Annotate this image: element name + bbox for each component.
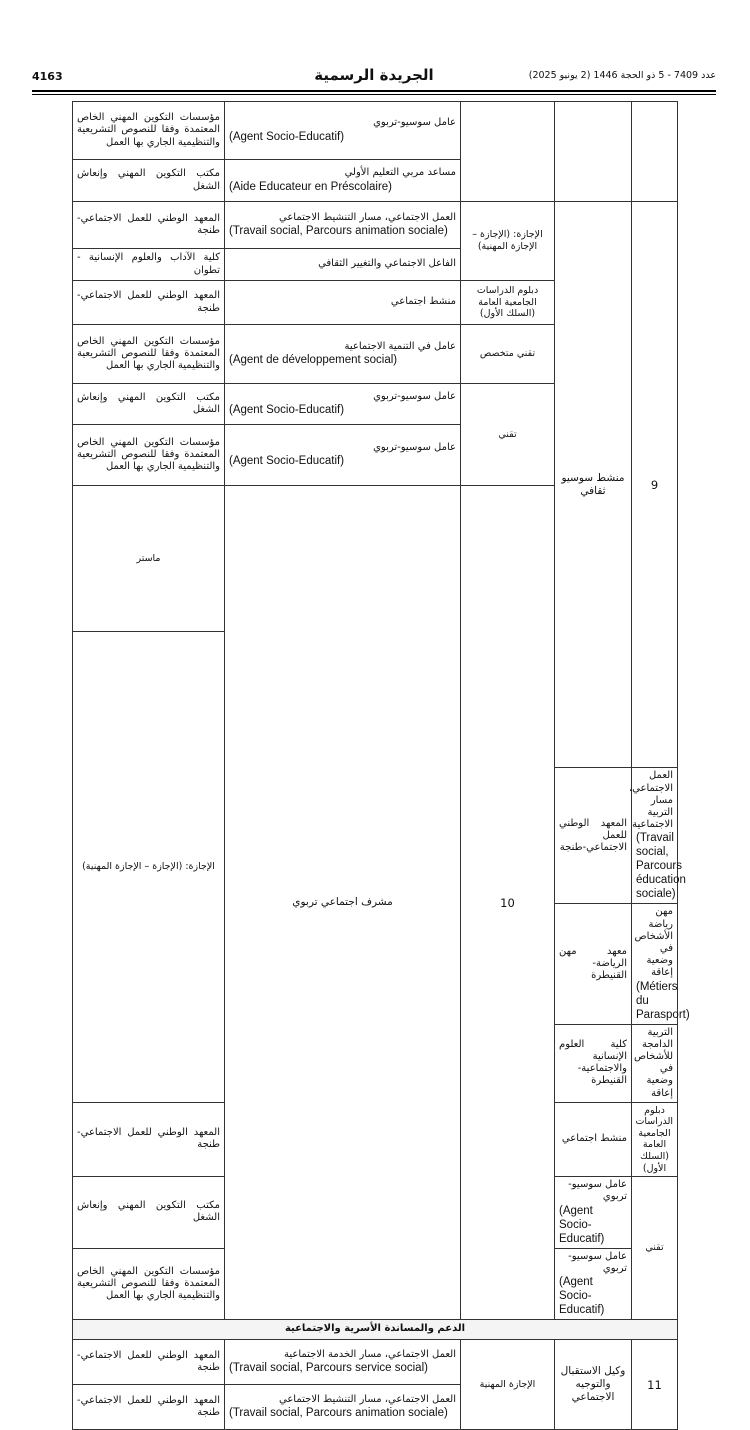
specialty-cell xyxy=(225,325,461,384)
diploma-cell: الإجازة المهنية xyxy=(461,1340,555,1430)
diploma-cell: دبلوم الدراسات الجامعية العامة (السلك الأول) xyxy=(632,1102,678,1176)
institution-cell: مؤسسات التكوين المهني الخاص المعتمدة وفقا للنصوص التشريعية والتنظيمية الجاري بها العمل xyxy=(73,425,225,486)
section-row xyxy=(73,1320,678,1340)
specialty-cell xyxy=(225,1340,461,1385)
institution-cell: المعهد الوطني للعمل الاجتماعي-طنجة xyxy=(73,1102,225,1176)
institution-cell: معهد مهن الرياضة-القنيطرة xyxy=(555,904,632,1024)
specialty-fr: (Agent Socio-Educatif) xyxy=(559,1275,605,1316)
table-row xyxy=(73,102,678,160)
specialty-ar: الفاعل الاجتماعي والتغيير الثقافي xyxy=(318,258,456,270)
specialty-cell xyxy=(628,768,686,904)
specialty-fr: (Travail social, Parcours animation sociale) xyxy=(229,1407,448,1420)
specialty-ar: مهن رياضة الأشخاص في وضعية إعاقة xyxy=(634,906,673,979)
institution-cell: مكتب التكوين المهني وإنعاش الشغل xyxy=(73,160,225,202)
diploma-cell: تقني xyxy=(632,1177,678,1320)
institution-cell: مكتب التكوين المهني وإنعاش الشغل xyxy=(73,384,225,425)
table-row xyxy=(73,1340,678,1385)
diploma-cell: تقني متخصص xyxy=(461,325,555,384)
table-row xyxy=(73,202,678,249)
grade-cell: وكيل الاستقبال والتوجيه الاجتماعي xyxy=(555,1340,632,1430)
section-title: الدعم والمساندة الأسرية والاجتماعية xyxy=(73,1320,678,1340)
diploma-cell: ماستر xyxy=(73,486,225,632)
diploma-cell: الإجازة: (الإجازة – الإجازة المهنية) xyxy=(73,632,225,1102)
specialty-fr: (Travail social, Parcours éducation sociale) xyxy=(636,832,686,901)
specialty-ar: العمل الاجتماعي، مسار التربية الاجتماعية xyxy=(628,770,673,831)
grade-cell: منشط سوسيو ثقافي xyxy=(555,202,632,768)
specialty-ar: عامل في التنمية الاجتماعية xyxy=(344,340,456,352)
diploma-cell: الإجازة: (الإجازة – الإجازة المهنية) xyxy=(461,202,555,281)
specialty-ar: مساعد مربي التعليم الأولي xyxy=(344,167,456,179)
specialty-cell xyxy=(555,1248,632,1319)
institution-cell: المعهد الوطني للعمل الاجتماعي-طنجة xyxy=(73,202,225,249)
specialty-ar: العمل الاجتماعي، مسار الخدمة الاجتماعية xyxy=(283,1348,456,1360)
diploma-cell: دبلوم الدراسات الجامعية العامة (السلك الأول) xyxy=(461,281,555,325)
specialty-cell xyxy=(225,202,461,249)
number-cell: 9 xyxy=(632,202,678,768)
number-cell: 10 xyxy=(461,486,555,1320)
diploma-cell: تقني xyxy=(461,384,555,486)
specialty-ar: عامل سوسيو-تربوي xyxy=(373,390,456,402)
institution-cell: مؤسسات التكوين المهني الخاص المعتمدة وفقا للنصوص التشريعية والتنظيمية الجاري بها العمل xyxy=(73,1248,225,1319)
specialty-ar: عامل سوسيو-تربوي xyxy=(373,117,456,129)
specialty-fr: (Agent de développement social) xyxy=(229,354,398,367)
specialty-fr: (Agent Socio-Educatif) xyxy=(229,130,345,143)
specialty-fr: (Travail social, Parcours service social) xyxy=(229,1362,428,1375)
institution-cell: المعهد الوطني للعمل الاجتماعي-طنجة xyxy=(73,1385,225,1430)
specialty-fr: (Agent Socio-Educatif) xyxy=(559,1204,605,1245)
page-number: 4163 xyxy=(32,70,63,83)
specialty-ar: العمل الاجتماعي، مسار التنشيط الاجتماعي xyxy=(278,211,456,223)
specialty-ar: عامل سوسيو-تربوي xyxy=(568,1250,627,1274)
institution-cell: كلية العلوم الإنسانية والاجتماعية-القنيطرة xyxy=(555,1024,632,1102)
diploma-cell xyxy=(461,102,555,202)
institution-cell: المعهد الوطني للعمل الاجتماعي-طنجة xyxy=(73,281,225,325)
specialty-cell xyxy=(225,281,461,325)
header-rule-thin xyxy=(32,94,716,95)
institution-cell: مؤسسات التكوين المهني الخاص المعتمدة وفقا للنصوص التشريعية والتنظيمية الجاري بها العمل xyxy=(73,102,225,160)
page-header xyxy=(32,64,716,92)
grade-cell xyxy=(555,102,632,202)
institution-cell: مكتب التكوين المهني وإنعاش الشغل xyxy=(73,1177,225,1248)
journal-title: الجريدة الرسمية xyxy=(314,66,434,84)
specialty-cell xyxy=(225,160,461,202)
institution-cell: كلية الآداب والعلوم الإنسانية - تطوان xyxy=(73,249,225,281)
specialty-cell xyxy=(225,249,461,281)
institution-cell: المعهد الوطني للعمل الاجتماعي-طنجة xyxy=(73,1340,225,1385)
specialty-fr: (Agent Socio-Educatif) xyxy=(229,455,345,468)
specialty-cell xyxy=(555,1177,632,1248)
specialty-ar: العمل الاجتماعي، مسار التنشيط الاجتماعي xyxy=(278,1393,456,1405)
specialty-ar: منشط اجتماعي xyxy=(390,296,456,308)
number-cell: 11 xyxy=(632,1340,678,1430)
specialty-ar: منشط اجتماعي xyxy=(561,1133,627,1145)
specialty-cell xyxy=(632,1024,678,1102)
specialty-cell xyxy=(225,425,461,486)
institution-cell: المعهد الوطني للعمل الاجتماعي-طنجة xyxy=(555,768,632,904)
specialty-fr: (Travail social, Parcours animation sociale) xyxy=(229,225,448,238)
specialty-ar: عامل سوسيو-تربوي xyxy=(568,1179,627,1203)
specialty-cell xyxy=(225,1385,461,1430)
specialty-cell xyxy=(225,384,461,425)
specialty-ar: التربية الدامجة للأشخاص في وضعية إعاقة xyxy=(634,1026,673,1099)
specialty-fr: (Aide Educateur en Préscolaire) xyxy=(229,180,392,193)
header-rule xyxy=(32,90,716,92)
specialty-fr: (Agent Socio-Educatif) xyxy=(229,404,345,417)
specialty-cell xyxy=(225,102,461,160)
specialty-fr: (Métiers du Parasport) xyxy=(636,980,690,1021)
issue-info: عدد 7409 - 5 ذو الحجة 1446 (2 يونيو 2025) xyxy=(528,70,716,81)
specialty-cell xyxy=(555,1102,632,1176)
grade-cell: مشرف اجتماعي تربوي xyxy=(225,486,461,1320)
specialty-cell xyxy=(632,904,690,1024)
diploma-table xyxy=(72,101,690,1430)
institution-cell: مؤسسات التكوين المهني الخاص المعتمدة وفقا للنصوص التشريعية والتنظيمية الجاري بها العمل xyxy=(73,325,225,384)
specialty-ar: عامل سوسيو-تربوي xyxy=(373,441,456,453)
number-cell xyxy=(632,102,678,202)
